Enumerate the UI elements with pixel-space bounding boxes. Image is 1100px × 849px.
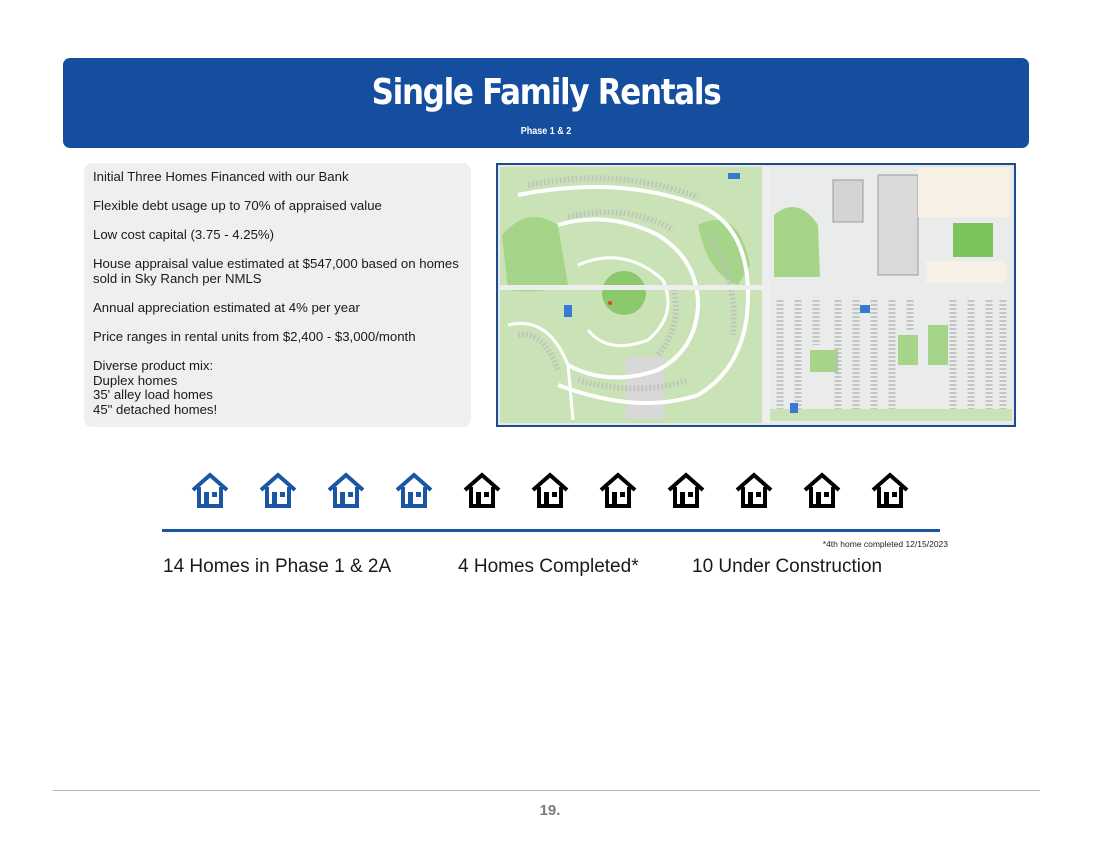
page-number: 19. [539,802,561,819]
site-plan-map [496,163,1016,427]
product-mix-item: 45" detached homes! [93,401,218,417]
house-completed-icon [394,471,434,511]
house-pending-icon [666,471,706,511]
house-pending-icon [802,471,842,511]
house-pending-icon [870,471,910,511]
info-item: Annual appreciation estimated at 4% per year [93,299,360,315]
divider-line [162,529,940,532]
page-title: Single Family Rentals [371,72,721,113]
product-mix [93,359,462,417]
info-item: Flexible debt usage up to 70% of appraised value [93,198,382,214]
product-mix-heading: Diverse product mix: [93,358,214,374]
house-completed-icon [258,471,298,511]
house-completed-icon [190,471,230,511]
stat-homes-completed: 4 Homes Completed* [458,556,639,577]
house-completed-icon [326,471,366,511]
product-mix-item: 35' alley load homes [93,387,213,403]
house-pending-icon [462,471,502,511]
product-mix-item: Duplex homes [93,372,178,388]
house-pending-icon [734,471,774,511]
stat-under-construction: 10 Under Construction [692,556,883,577]
info-item: Initial Three Homes Financed with our Bank [93,169,349,184]
home-progress-icons [190,471,910,511]
info-panel [84,163,471,427]
stat-total-homes: 14 Homes in Phase 1 & 2A [163,556,392,577]
house-pending-icon [530,471,570,511]
footnote: *4th home completed 12/15/2023 [822,539,948,549]
info-item: House appraisal value estimated at $547,000 based on homes sold in Sky Ranch per NMLS [93,256,459,286]
page-subtitle: Phase 1 & 2 [520,126,572,137]
footer-divider [53,790,1040,791]
info-item: Low cost capital (3.75 - 4.25%) [93,227,275,243]
title-banner [63,58,1029,148]
site-plan-illustration [498,165,1014,425]
info-item: Price ranges in rental units from $2,400 - $3,000/month [93,329,416,345]
house-pending-icon [598,471,638,511]
